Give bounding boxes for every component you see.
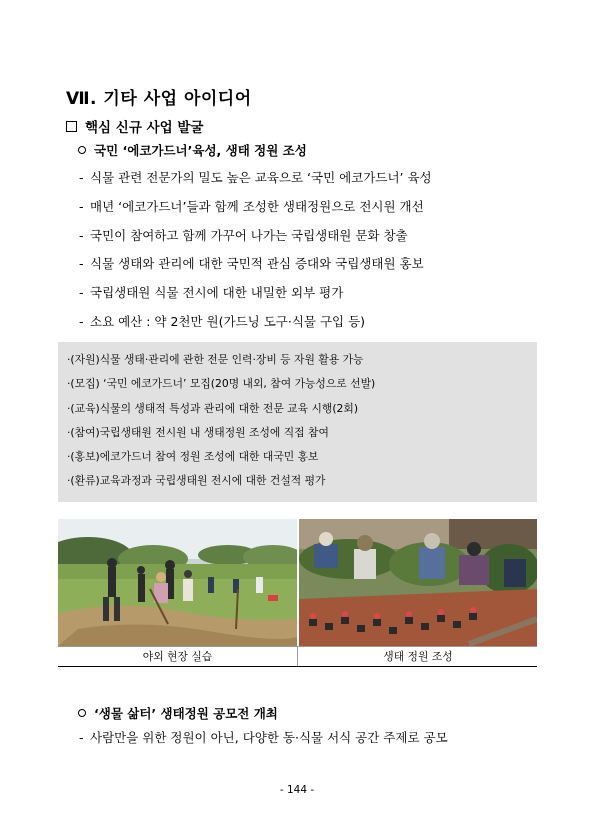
detail-item-participation: ·(참여)국립생태원 전시원 내 생태정원 조성에 직접 참여: [67, 425, 329, 439]
list-item: - 국민이 참여하고 함께 가꾸어 나가는 국립생태원 문화 창출: [79, 227, 408, 243]
list-item: - 소요 예산 : 약 2천만 원(가드닝 도구·식물 구입 등): [79, 313, 366, 329]
detail-list: [58, 342, 537, 496]
subsection-title-2: ‘생물 삶터’ 생태정원 공모전 개최: [94, 706, 278, 721]
list-item: - 식물 생태와 관리에 대한 국민적 관심 증대와 국립생태원 홍보: [79, 256, 424, 272]
eco-garden-photo: [299, 519, 537, 646]
detail-item-recruit: ·(모집) ‘국민 에코가드너’ 모집(20명 내외, 참여 가능성으로 선발): [67, 377, 376, 391]
circle-bullet-icon: [78, 146, 86, 154]
section-title: 핵심 신규 사업 발굴: [85, 120, 204, 136]
photo-table: [58, 519, 537, 665]
photo-caption-row: [58, 646, 537, 667]
detail-box: [58, 342, 537, 502]
subsection-title-1: 국민 ‘에코가드너’육성, 생태 정원 조성: [94, 143, 307, 158]
list-item: - 매년 ‘에코가드너’들과 함께 조성한 생태정원으로 전시원 개선: [79, 198, 424, 214]
square-bullet-icon: [66, 121, 77, 132]
subsection-2-item: - 사람만을 위한 정원이 아닌, 다양한 동·식물 서식 공간 주제로 공모: [79, 730, 448, 745]
circle-bullet-icon: [78, 709, 86, 717]
detail-item-resource: ·(자원)식물 생태·관리에 관한 전문 인력·장비 등 자원 활용 가능: [67, 353, 364, 366]
subsection-heading-1: [78, 141, 307, 159]
list-item: - 식물 관련 전문가의 밀도 높은 교육으로 ‘국민 에코가드너’ 육성: [79, 170, 432, 185]
detail-item-education: ·(교육)식물의 생태적 특성과 관리에 대한 전문 교육 시행(2회): [67, 401, 359, 415]
subsection-heading-2: [78, 704, 278, 722]
section-heading: [66, 116, 203, 136]
page-number: - 144 -: [279, 784, 315, 796]
chapter-title: Ⅶ. 기타 사업 아이디어: [66, 89, 252, 109]
subsection-1-list: [79, 168, 432, 341]
detail-item-feedback: ·(환류)교육과정과 국립생태원 전시에 대한 건설적 평가: [67, 474, 326, 488]
photo-caption-left: 야외 현장 실습: [58, 647, 298, 666]
photo-caption-right: 생태 정원 조성: [383, 650, 453, 663]
list-item: - 국립생태원 식물 전시에 대한 내밀한 외부 평가: [79, 285, 344, 301]
outdoor-practice-photo: [58, 519, 297, 646]
detail-item-promotion: ·(홍보)에코가드너 참여 정원 조성에 대한 대국민 홍보: [67, 450, 319, 464]
